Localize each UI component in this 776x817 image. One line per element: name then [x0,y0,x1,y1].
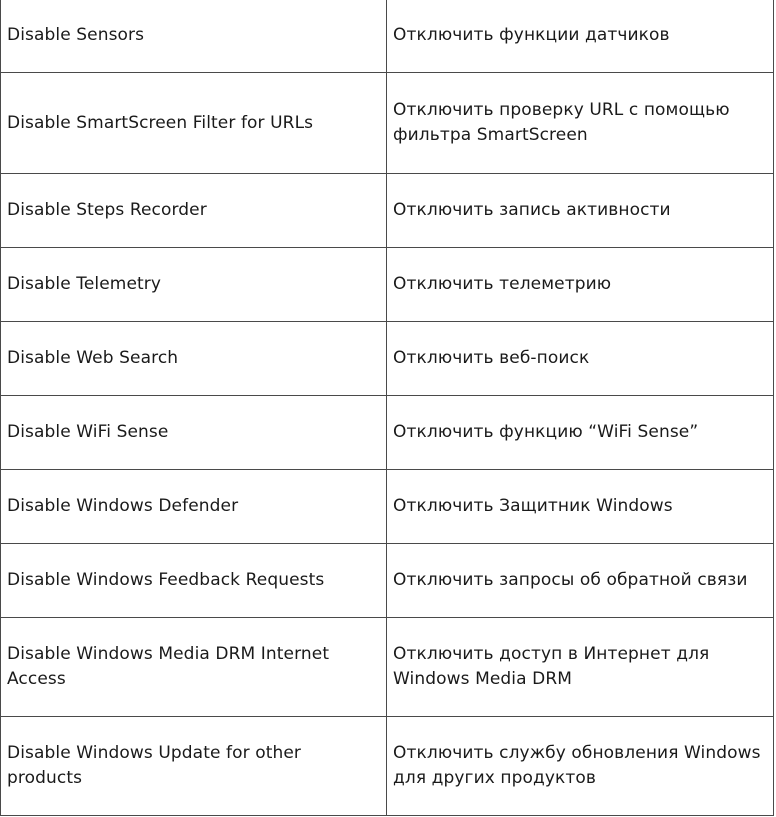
table-row [1,396,774,470]
table-row [1,174,774,248]
table-row [1,544,774,618]
english-cell: Disable Windows Defender [1,470,387,544]
russian-cell: Отключить доступ в Интернет для Windows Media DRM [387,618,774,717]
table-row [1,470,774,544]
russian-cell: Отключить запись активности [387,174,774,248]
russian-cell: Отключить Защитник Windows [387,470,774,544]
russian-cell: Отключить службу обновления Windows для других продуктов [387,717,774,816]
russian-cell: Отключить функции датчиков [387,0,774,73]
english-cell: Disable Windows Feedback Requests [1,544,387,618]
english-cell: Disable Web Search [1,322,387,396]
english-cell: Disable Sensors [1,0,387,73]
table-row [1,322,774,396]
english-cell: Disable SmartScreen Filter for URLs [1,73,387,174]
english-cell: Disable WiFi Sense [1,396,387,470]
table-row [1,248,774,322]
russian-cell: Отключить телеметрию [387,248,774,322]
table-row [1,618,774,717]
russian-cell: Отключить функцию “WiFi Sense” [387,396,774,470]
english-cell: Disable Windows Update for other products [1,717,387,816]
english-cell: Disable Steps Recorder [1,174,387,248]
table-row [1,73,774,174]
english-cell: Disable Telemetry [1,248,387,322]
english-cell: Disable Windows Media DRM Internet Access [1,618,387,717]
russian-cell: Отключить веб-поиск [387,322,774,396]
russian-cell: Отключить проверку URL с помощью фильтра SmartScreen [387,73,774,174]
table-row [1,0,774,73]
russian-cell: Отключить запросы об обратной связи [387,544,774,618]
table-row [1,717,774,816]
